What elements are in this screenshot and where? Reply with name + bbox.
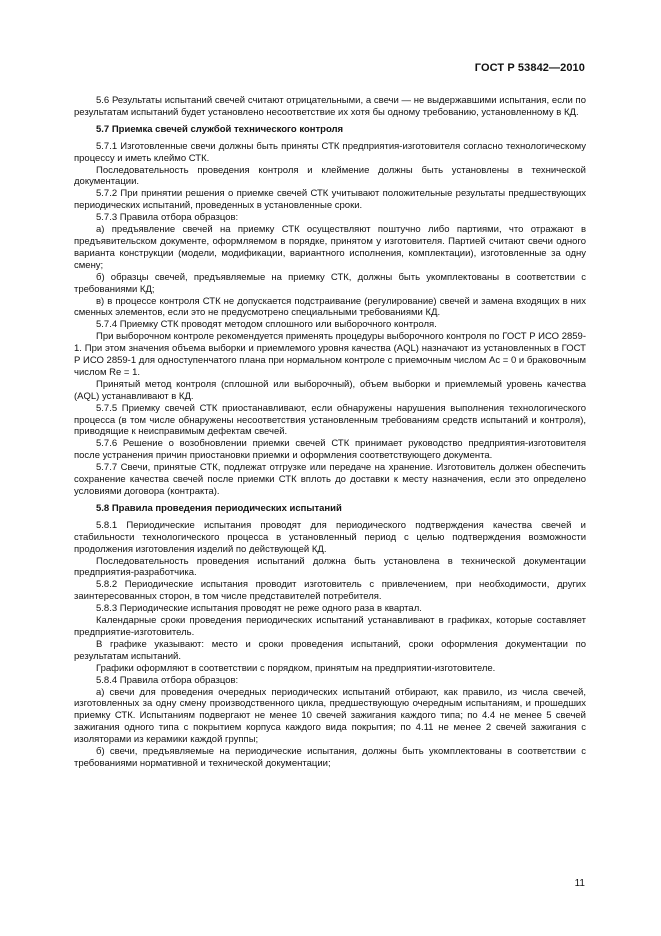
paragraph: 5.8.4 Правила отбора образцов: [96,674,239,686]
paragraph: 5.8.1 Периодические испытания проводят для периодического подтверждения качества свечей и стабильности технологического процесса в установленный период с целью подтверждения возможности продолжения изготовления изделий по действующей КД. [74,519,586,555]
paragraph: При выборочном контроле рекомендуется применять процедуры выборочного контроля по ГОСТ Р ИСО 2859-1. При этом значения объема выборки и приемлемого уровня качества (AQL) назначают из установленных в ГОСТ Р ИСО 2859-1 для одноступенчатого плана при нормальном контроле с приемочным числом Ac = 0 и браковочным числом Re = 1. [74,331,586,378]
section-heading: 5.7 Приемка свечей службой технического контроля [96,123,344,135]
paragraph: Календарные сроки проведения периодических испытаний устанавливают в графиках, которые составляет предприятие-изготовитель. [74,615,586,638]
paragraph: 5.7.5 Приемку свечей СТК приостанавливают, если обнаружены нарушения выполнения технологического процесса (в том числе обнаружены несоответствия установленным требованиям средств испытаний и контроля), приводящие к неисправимым дефектам свечей. [74,402,586,438]
paragraph: Последовательность проведения испытаний должна быть установлена в технической документации предприятия-разработчика. [74,555,586,579]
paragraph: 5.7.6 Решение о возобновлении приемки свечей СТК принимает руководство предприятия-изготовителя после устранения причин приостановки приемки и оформления соответствующего документа. [74,438,586,462]
paragraph: 5.7.2 При принятии решения о приемке свечей СТК учитывают положительные результаты предшествующих периодических испытаний, проведенных в установленные сроки. [74,188,586,212]
paragraph: 5.6 Результаты испытаний свечей считают отрицательными, а свечи — не выдержавшими испытания, если по результатам испытаний будет установлено несоответствие их хотя бы одному требованию, установленному в КД. [74,95,586,118]
page-number: 11 [574,878,585,889]
paragraph: Графики оформляют в соответствии с порядком, принятым на предприятии-изготовителе. [96,662,496,674]
paragraph: в) в процессе контроля СТК не допускается подстраивание (регулирование) свечей и замена входящих в них сменных элементов, если это не предусмотрено специальными требованиями КД. [74,295,586,319]
paragraph: б) образцы свечей, предъявляемые на приемку СТК, должны быть укомплектованы в соответствии с требованиями КД; [74,271,586,295]
paragraph: 5.7.7 Свечи, принятые СТК, подлежат отгрузке или передаче на хранение. Изготовитель должен обеспечить сохранение качества свечей после приемки СТК вплоть до доставки к месту назначения, если это определено условиями договора (контракта). [74,462,586,497]
paragraph: Принятый метод контроля (сплошной или выборочный), объем выборки и приемлемый уровень качества (AQL) устанавливают в КД. [74,378,586,402]
document-body [74,95,586,770]
paragraph: 5.8.3 Периодические испытания проводят не реже одного раза в квартал. [96,603,422,615]
section-heading: 5.8 Правила проведения периодических испытаний [96,502,342,514]
paragraph: 5.7.1 Изготовленные свечи должны быть приняты СТК предприятия-изготовителя согласно технологическому процессу и иметь клеймо СТК. [74,140,586,164]
paragraph: б) свечи, предъявляемые на периодические испытания, должны быть укомплектованы в соответствии с требованиями нормативной и технической документации; [74,746,586,769]
paragraph: а) свечи для проведения очередных периодических испытаний отбирают, как правило, из числа свечей, изготовленных за одну смену производственного цикла, предшествующую очередным испытаниям, и прошедших приемку СТК. Испытаниям подвергают не менее 10 свечей зажигания каждого типа; по 4.4 не менее 5 свечей зажигания одного типа с покрытием корпуса каждого вида покрытия; по 4.11 не менее 2 свечей зажигания с изоляторами из керамики каждой группы; [74,686,586,746]
paragraph: 5.8.2 Периодические испытания проводит изготовитель с привлечением, при необходимости, других заинтересованных сторон, в том числе представителей потребителя. [74,579,586,603]
paragraph: а) предъявление свечей на приемку СТК осуществляют поштучно либо партиями, что отражают в предъявительском документе, оформляемом в порядке, принятом у изготовителя. Партией считают свечи одного варианта конструкции (модели, модификации, вариантного исполнения, комплектации), изготовленные за одну смену; [74,224,586,271]
paragraph: 5.7.3 Правила отбора образцов: [96,212,239,224]
paragraph: В графике указывают: место и сроки проведения испытаний, сроки оформления документации по результатам испытаний. [74,638,586,662]
paragraph: Последовательность проведения контроля и клеймение должны быть установлены в технической документации. [74,164,586,188]
document-code: ГОСТ Р 53842—2010 [474,62,585,74]
paragraph: 5.7.4 Приемку СТК проводят методом сплошного или выборочного контроля. [96,319,437,331]
